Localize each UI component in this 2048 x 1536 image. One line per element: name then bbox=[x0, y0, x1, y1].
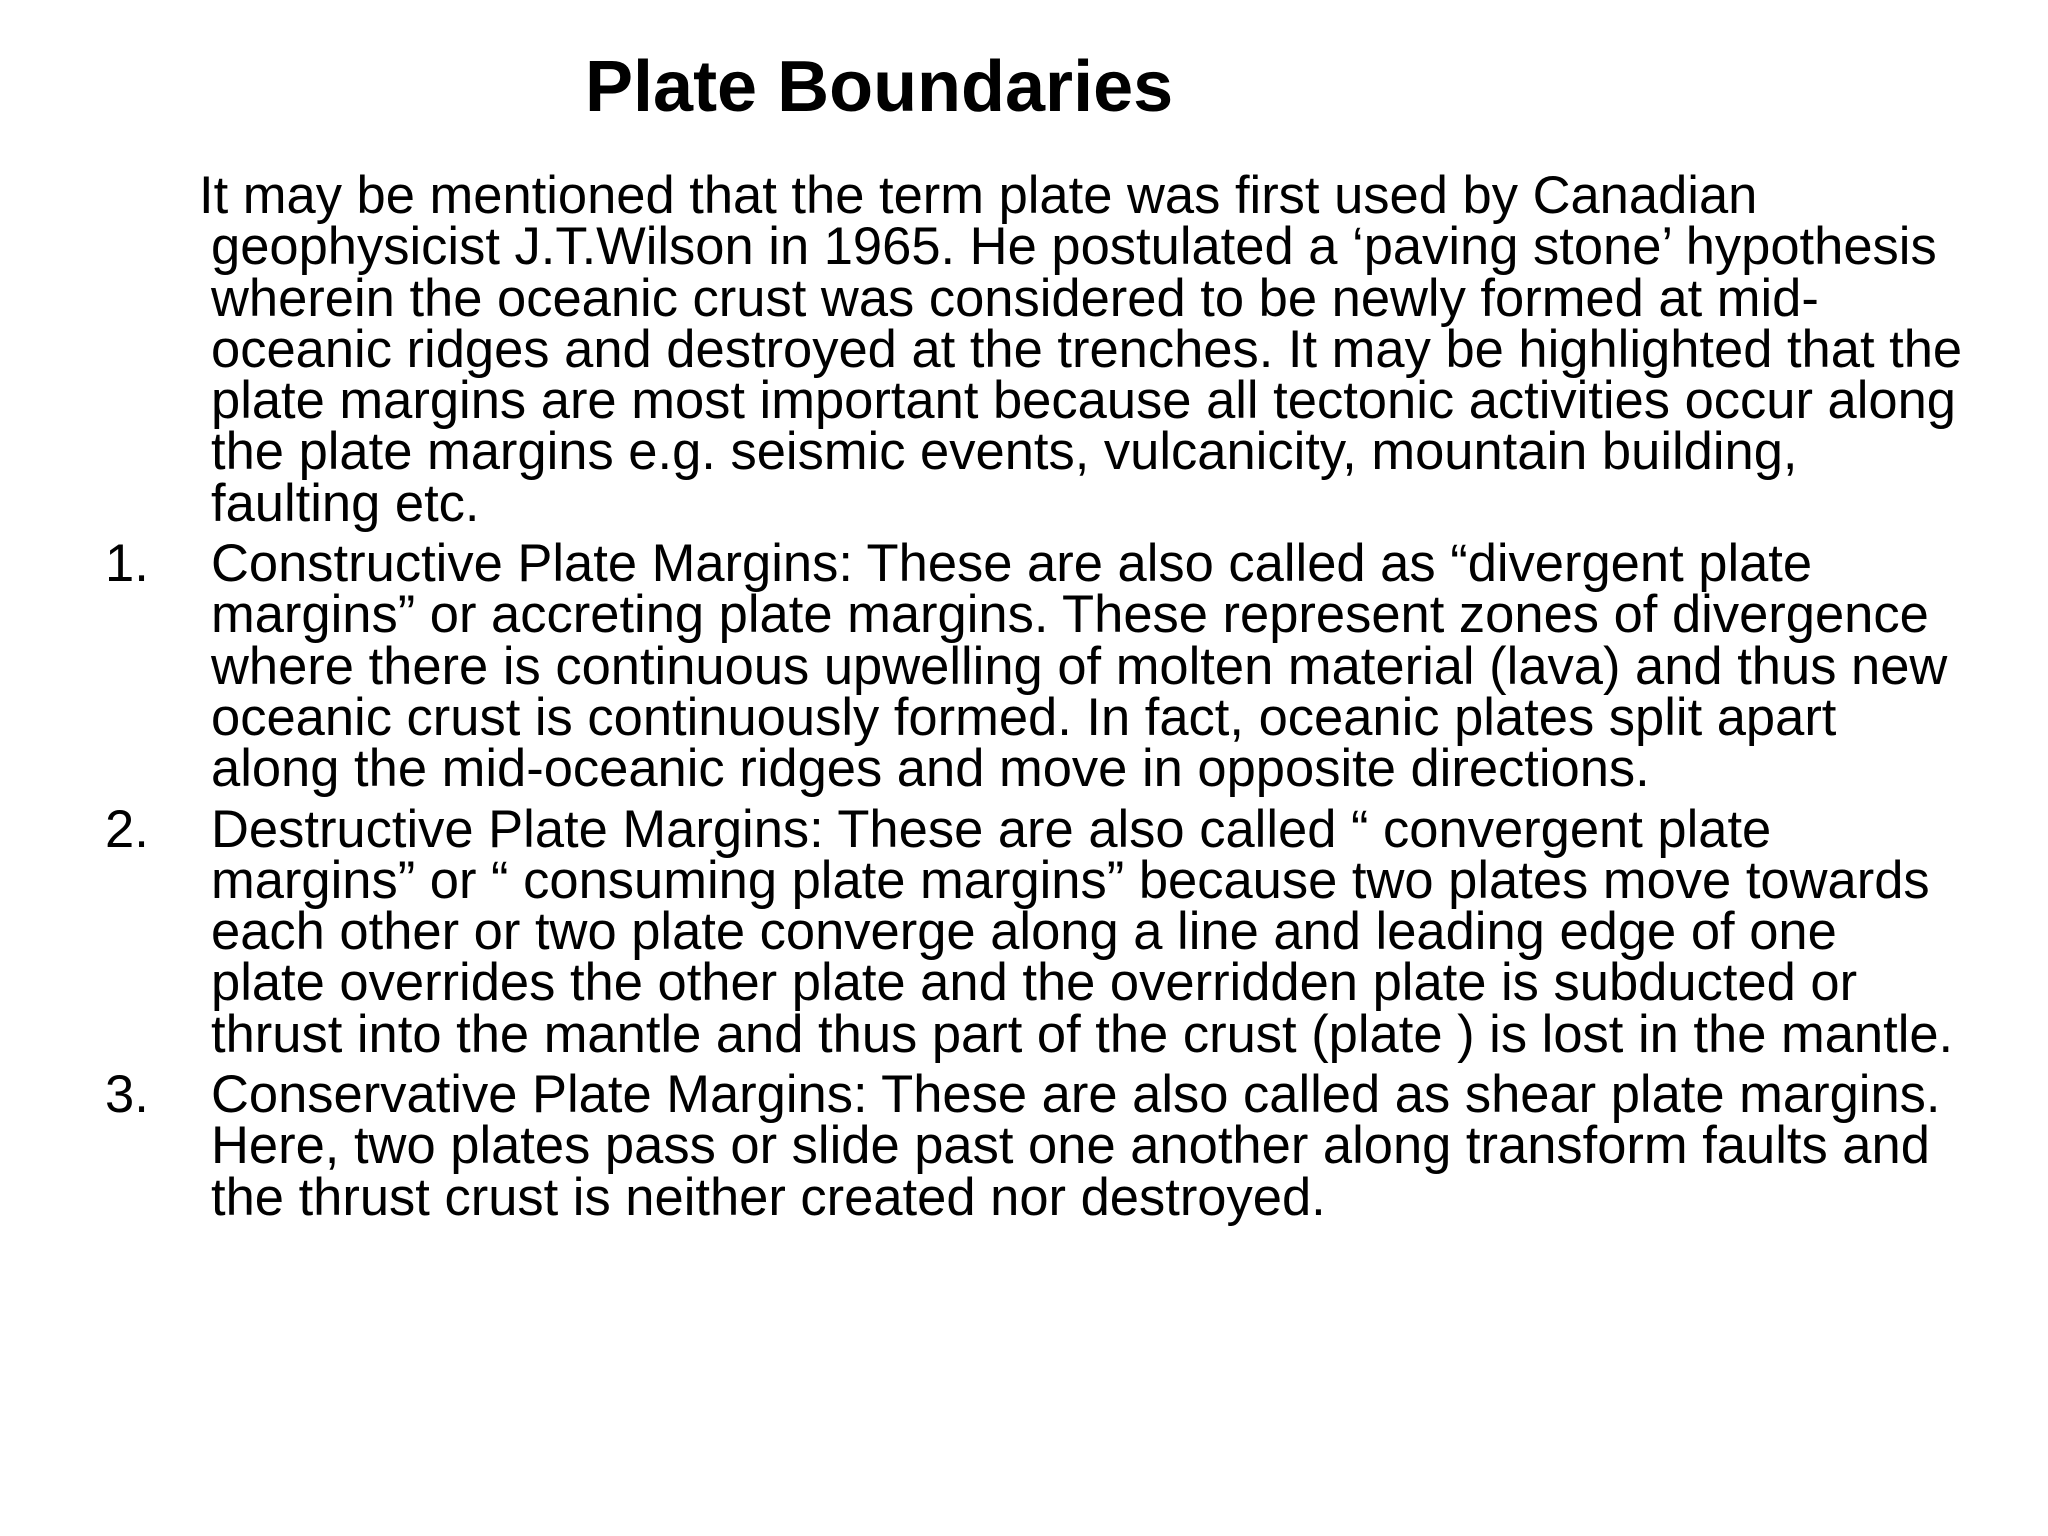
list-item-text: Conservative Plate Margins: These are also called as shear plate margins. Here, two plates pass or slide past one another along transform faults and the thrust crust is neither created nor destroyed. bbox=[211, 1065, 1941, 1227]
list-item bbox=[105, 1065, 1965, 1227]
list-item-number: 1. bbox=[105, 534, 149, 594]
list-item bbox=[105, 534, 1965, 799]
list-item bbox=[105, 799, 1965, 1064]
list-item-number: 2. bbox=[105, 799, 149, 859]
intro-paragraph: It may be mentioned that the term plate was first used by Canadian geophysicist J.T.Wilson in 1965. He postulated a ‘paving stone’ hypothesis wherein the oceanic crust was considered to be newly formed at mid-oceanic ridges and destroyed at the trenches. It may be highlighted that the plate margins are most important because all tectonic activities occur along the plate margins e.g. seismic events, vulcanicity, mountain building, faulting etc. bbox=[199, 166, 1963, 533]
list-item-number: 3. bbox=[105, 1065, 149, 1125]
slide-body bbox=[105, 166, 1965, 1232]
slide-title: Plate Boundaries bbox=[585, 47, 1174, 127]
list-item-text: Constructive Plate Margins: These are also called as “divergent plate margins” or accreting plate margins. These represent zones of divergence where there is continuous upwelling of molten material (lava) and thus new oceanic crust is continuously formed. In fact, oceanic plates split apart along the mid-oceanic ridges and move in opposite directions. bbox=[211, 534, 1948, 799]
list-item-text: Destructive Plate Margins: These are also called “ convergent plate margins” or “ consuming plate margins” because two plates move towards each other or two plate converge along a line and leading edge of one plate overrides the other plate and the overridden plate is subducted or thrust into the mantle and thus part of the crust (plate ) is lost in the mantle. bbox=[211, 799, 1954, 1064]
